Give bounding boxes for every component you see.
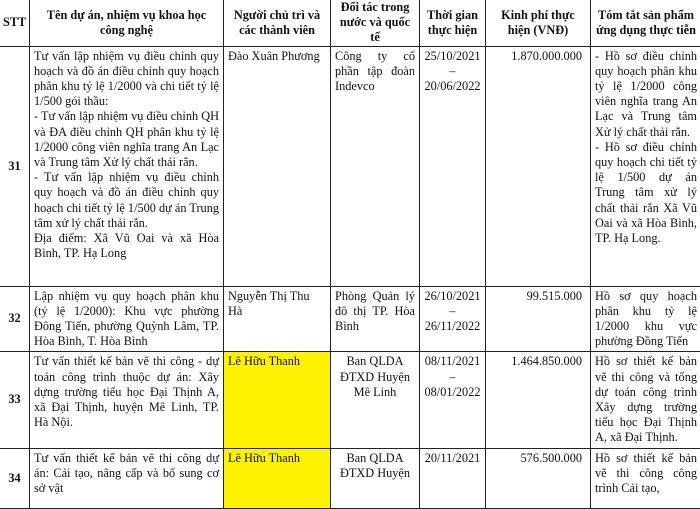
table-row — [0, 448, 700, 508]
header-funding: Kinh phí thực hiện (VNĐ) — [486, 0, 591, 46]
row-leader-highlighted: Lê Hữu Thanh — [224, 352, 331, 448]
header-summary: Tóm tắt sản phẩm ứng dụng thực tiễn — [591, 0, 700, 46]
start-date: 25/10/2021 — [424, 49, 481, 64]
project-line: Tư vấn thiết kế bản vẽ thi công - dự toán công trình thuộc dự án: Xây dựng trường tiểu học Đại Thịnh A, xã Đại Thịnh, huyện Mê Linh, TP. Hà Nội. — [34, 354, 219, 430]
end-date: 08/01/2022 — [424, 385, 481, 400]
row-funding: 1.464.850.000 — [486, 352, 591, 448]
header-leader: Người chủ trì và các thành viên — [224, 0, 331, 46]
table-row — [0, 46, 700, 286]
row-stt: 33 — [0, 352, 30, 448]
project-line: Lập nhiệm vụ quy hoạch phân khu (tỷ lệ 1/2000): Khu vực phường Đông Tiến, phường Quỳnh Lâm, TP. Hòa Bình, T. Hòa Bình — [34, 289, 219, 350]
row-project — [30, 352, 224, 448]
end-date: 20/06/2022 — [424, 79, 481, 94]
row-time — [420, 448, 486, 508]
row-time — [420, 286, 486, 352]
row-stt: 34 — [0, 448, 30, 508]
row-summary — [591, 286, 700, 352]
start-date: 20/11/2021 — [424, 451, 481, 466]
project-line: Tư vấn lập nhiệm vụ điều chỉnh quy hoạch và đồ án điều chỉnh quy hoạch phân khu tỷ lệ 1/2000 và chi tiết tỷ lệ 1/500 gói thầu: — [34, 49, 219, 110]
header-partner: Đối tác trong nước và quốc tế — [331, 0, 420, 46]
row-partner: Công ty cổ phần tập đoàn Indevco — [331, 46, 420, 286]
row-project — [30, 46, 224, 286]
date-dash: – — [424, 64, 481, 79]
row-stt: 31 — [0, 46, 30, 286]
row-summary — [591, 46, 700, 286]
row-project — [30, 448, 224, 508]
summary-line: Hồ sơ thiết kế bản vẽ thi công và tổng dự toán công trình Xây dựng trường tiểu học Đại Thịnh A, xã Đại Thịnh. — [595, 354, 697, 445]
summary-line: Hồ sơ thiết kế bản vẽ thi công công trình Cải tạo, — [595, 451, 697, 497]
row-summary — [591, 448, 700, 508]
header-stt: STT — [0, 0, 30, 46]
table-row — [0, 352, 700, 448]
row-funding: 576.500.000 — [486, 448, 591, 508]
header-time: Thời gian thực hiện — [420, 0, 486, 46]
row-stt: 32 — [0, 286, 30, 352]
table-row — [0, 286, 700, 352]
project-line: - Tư vấn lập nhiệm vụ điều chỉnh quy hoạch và đồ án điều chỉnh quy hoạch chi tiết tỷ lệ 1/500 dự án Trung tâm xử lý chất thải rắn. — [34, 170, 219, 231]
row-partner: Ban QLDA ĐTXD Huyện Mê Linh — [331, 352, 420, 448]
row-funding: 1.870.000.000 — [486, 46, 591, 286]
header-row — [0, 0, 700, 46]
date-dash: – — [424, 304, 481, 319]
summary-line: Hồ sơ quy hoạch phân khu tỷ lệ 1/2000 khu vực phường Đồng Tiến — [595, 289, 697, 350]
project-line: Tư vấn thiết kế bản vẽ thi công dự án: Cải tạo, nâng cấp và bổ sung cơ sở vật — [34, 451, 219, 497]
row-summary — [591, 352, 700, 448]
row-leader-highlighted: Lê Hữu Thanh — [224, 448, 331, 508]
row-project — [30, 286, 224, 352]
summary-line: - Hồ sơ điều chỉnh quy hoạch phân khu tỷ lệ 1/2000 công viên nghĩa trang An Lạc và Trung tâm Xử lý chất thải rắn. — [595, 49, 697, 140]
end-date: 26/11/2022 — [424, 319, 481, 334]
project-line: Địa điểm: Xã Vũ Oai và xã Hòa Bình, TP. Hạ Long — [34, 231, 219, 261]
row-partner: Phòng Quản lý đô thị TP. Hòa Bình — [331, 286, 420, 352]
start-date: 26/10/2021 — [424, 289, 481, 304]
start-date: 08/11/2021 — [424, 354, 481, 369]
row-leader: Đào Xuân Phương — [224, 46, 331, 286]
header-project: Tên dự án, nhiệm vụ khoa học công nghệ — [30, 0, 224, 46]
row-time — [420, 46, 486, 286]
row-time — [420, 352, 486, 448]
row-partner: Ban QLDA ĐTXD Huyện — [331, 448, 420, 508]
row-funding: 99.515.000 — [486, 286, 591, 352]
summary-line: - Hồ sơ điều chỉnh quy hoạch chi tiết tỷ lệ 1/500 dự án Trung tâm xử lý chất thải rắn Xã Vũ Oai và xã Hòa Bình, TP. Hạ Long. — [595, 140, 697, 246]
date-dash: – — [424, 370, 481, 385]
project-line: - Tư vấn lập nhiệm vụ điều chỉnh QH và ĐA điều chỉnh QH phân khu tỷ lệ 1/2000 công viên nghĩa trang An Lạc và Trung tâm Xử lý chất thải rắn. — [34, 109, 219, 170]
row-leader: Nguyễn Thị Thu Hà — [224, 286, 331, 352]
